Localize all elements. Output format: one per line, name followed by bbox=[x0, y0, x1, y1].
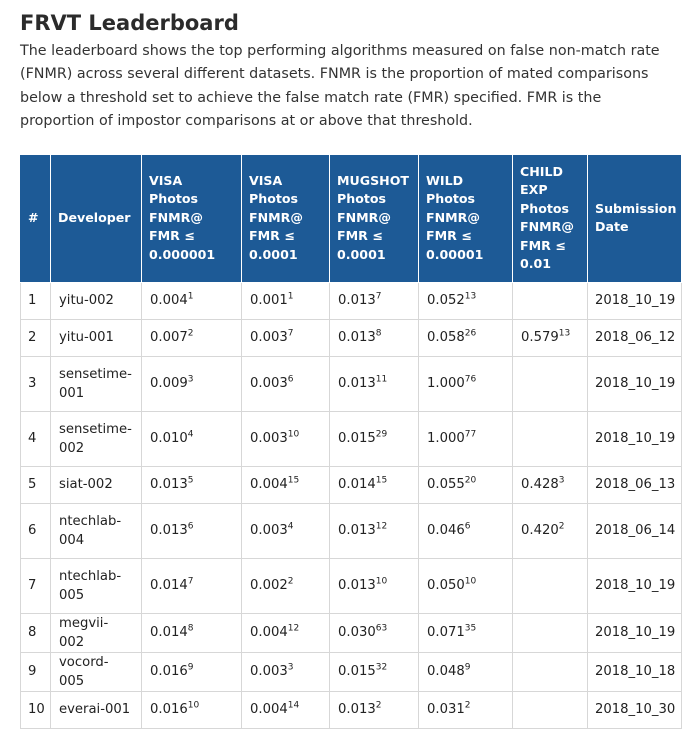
cell-visa-1e-4-value: 0.003 bbox=[250, 664, 288, 680]
cell-mugshot-value: 0.014 bbox=[338, 477, 376, 493]
header-line: 0.000001 bbox=[149, 246, 216, 262]
cell-visa-1e-6-rank: 9 bbox=[187, 662, 194, 673]
header-wild bbox=[419, 154, 513, 282]
cell-submission-date: 2018_06_12 bbox=[588, 319, 682, 356]
developer-name-line: sensetime- bbox=[59, 366, 132, 382]
cell-wild-value: 0.050 bbox=[427, 578, 465, 594]
header-rank bbox=[21, 154, 51, 282]
cell-visa-1e-4-rank: 4 bbox=[287, 521, 294, 532]
cell-submission-date: 2018_10_19 bbox=[588, 558, 682, 613]
cell-submission-date: 2018_10_19 bbox=[588, 613, 682, 652]
cell-child-exp bbox=[513, 613, 588, 652]
cell-visa-1e-6-rank: 6 bbox=[187, 521, 194, 532]
header-submission-date bbox=[588, 154, 682, 282]
cell-visa-1e-6-value: 0.016 bbox=[150, 702, 188, 718]
cell-wild bbox=[419, 356, 513, 411]
cell-wild bbox=[419, 319, 513, 356]
cell-visa-1e-4-value: 0.004 bbox=[250, 625, 288, 641]
header-line: VISA bbox=[249, 172, 283, 188]
cell-mugshot bbox=[330, 319, 419, 356]
cell-mugshot-value: 0.013 bbox=[338, 523, 376, 539]
cell-mugshot bbox=[330, 691, 419, 728]
cell-wild-value: 0.048 bbox=[427, 664, 465, 680]
intro-paragraph: The leaderboard shows the top performing algorithms measured on false non-match rate (FNMR) across several different datasets. FNMR is the proportion of mated comparisons below a threshold set to achieve the false match rate (FMR) specified. FMR is the proportion of impostor comparisons at or above that threshold. bbox=[20, 43, 660, 130]
developer-name-line: siat-002 bbox=[59, 477, 113, 493]
cell-wild-rank: 77 bbox=[464, 429, 477, 440]
cell-mugshot bbox=[330, 503, 419, 558]
header-line: Submission bbox=[595, 200, 677, 216]
cell-child-exp-rank: 13 bbox=[558, 328, 571, 339]
cell-visa-1e-4-value: 0.003 bbox=[250, 523, 288, 539]
header-developer bbox=[51, 154, 142, 282]
cell-visa-1e-6-value: 0.009 bbox=[150, 376, 188, 392]
header-line: FNMR@ bbox=[249, 209, 303, 225]
cell-wild bbox=[419, 691, 513, 728]
cell-wild bbox=[419, 613, 513, 652]
cell-wild bbox=[419, 652, 513, 691]
cell-mugshot-rank: 12 bbox=[375, 521, 388, 532]
cell-visa-1e-6-value: 0.004 bbox=[150, 293, 188, 309]
cell-mugshot bbox=[330, 282, 419, 319]
cell-visa-1e-6-value: 0.013 bbox=[150, 523, 188, 539]
cell-wild bbox=[419, 466, 513, 503]
developer-name-line: 002 bbox=[59, 440, 85, 456]
cell-rank: 9 bbox=[21, 652, 51, 691]
developer-name-line: vocord-005 bbox=[59, 654, 109, 689]
cell-wild bbox=[419, 503, 513, 558]
cell-child-exp bbox=[513, 466, 588, 503]
cell-visa-1e-6-rank: 5 bbox=[187, 475, 194, 486]
cell-visa-1e-4-rank: 1 bbox=[287, 291, 294, 302]
cell-visa-1e-4-rank: 3 bbox=[287, 662, 294, 673]
header-line: FMR ≤ bbox=[249, 228, 295, 244]
cell-wild-value: 0.058 bbox=[427, 330, 465, 346]
cell-visa-1e-6-value: 0.016 bbox=[150, 664, 188, 680]
header-line: Photos bbox=[337, 191, 387, 207]
cell-visa-1e-6 bbox=[142, 319, 242, 356]
cell-submission-date: 2018_10_18 bbox=[588, 652, 682, 691]
cell-rank: 10 bbox=[21, 691, 51, 728]
cell-wild-value: 1.000 bbox=[427, 431, 465, 447]
cell-child-exp bbox=[513, 282, 588, 319]
cell-child-exp bbox=[513, 356, 588, 411]
cell-visa-1e-4-value: 0.003 bbox=[250, 376, 288, 392]
cell-wild-value: 0.071 bbox=[427, 625, 465, 641]
cell-visa-1e-4-value: 0.004 bbox=[250, 477, 288, 493]
cell-wild-rank: 2 bbox=[464, 700, 471, 711]
cell-mugshot-rank: 2 bbox=[375, 700, 382, 711]
cell-mugshot-rank: 32 bbox=[375, 662, 388, 673]
header-line: 0.01 bbox=[520, 256, 552, 272]
cell-visa-1e-6 bbox=[142, 652, 242, 691]
cell-mugshot-value: 0.013 bbox=[338, 702, 376, 718]
developer-name-line: 001 bbox=[59, 385, 85, 401]
cell-visa-1e-6 bbox=[142, 466, 242, 503]
cell-mugshot-rank: 15 bbox=[375, 475, 388, 486]
cell-visa-1e-6-rank: 8 bbox=[187, 623, 194, 634]
table-row bbox=[21, 691, 682, 728]
cell-visa-1e-4 bbox=[242, 613, 330, 652]
cell-developer bbox=[51, 613, 142, 652]
table-row bbox=[21, 282, 682, 319]
cell-visa-1e-4 bbox=[242, 282, 330, 319]
cell-wild-rank: 9 bbox=[464, 662, 471, 673]
cell-rank: 6 bbox=[21, 503, 51, 558]
cell-visa-1e-6-rank: 1 bbox=[187, 291, 194, 302]
cell-submission-date: 2018_10_19 bbox=[588, 356, 682, 411]
cell-developer bbox=[51, 503, 142, 558]
header-line: 0.0001 bbox=[337, 246, 386, 262]
cell-mugshot-rank: 11 bbox=[375, 374, 388, 385]
cell-wild-rank: 20 bbox=[464, 475, 477, 486]
cell-visa-1e-6 bbox=[142, 282, 242, 319]
cell-mugshot-value: 0.013 bbox=[338, 376, 376, 392]
cell-mugshot bbox=[330, 613, 419, 652]
cell-child-exp-rank: 2 bbox=[558, 521, 565, 532]
cell-visa-1e-6-rank: 7 bbox=[187, 576, 194, 587]
cell-rank: 5 bbox=[21, 466, 51, 503]
cell-visa-1e-4-rank: 10 bbox=[287, 429, 300, 440]
cell-mugshot-value: 0.013 bbox=[338, 293, 376, 309]
cell-visa-1e-4-rank: 6 bbox=[287, 374, 294, 385]
cell-developer bbox=[51, 466, 142, 503]
cell-visa-1e-6 bbox=[142, 558, 242, 613]
cell-visa-1e-6-value: 0.014 bbox=[150, 625, 188, 641]
header-row bbox=[21, 154, 682, 282]
header-line: FMR ≤ bbox=[426, 228, 472, 244]
cell-rank: 7 bbox=[21, 558, 51, 613]
header-line: VISA bbox=[149, 172, 183, 188]
cell-rank: 3 bbox=[21, 356, 51, 411]
cell-wild-rank: 76 bbox=[464, 374, 477, 385]
cell-submission-date: 2018_06_14 bbox=[588, 503, 682, 558]
table-row bbox=[21, 411, 682, 466]
cell-visa-1e-6-value: 0.010 bbox=[150, 431, 188, 447]
cell-mugshot-value: 0.015 bbox=[338, 664, 376, 680]
cell-wild-rank: 10 bbox=[464, 576, 477, 587]
header-line: FNMR@ bbox=[426, 209, 480, 225]
cell-visa-1e-6 bbox=[142, 503, 242, 558]
header-line: Date bbox=[595, 219, 629, 235]
header-line: FMR ≤ bbox=[520, 237, 566, 253]
header-line: Photos bbox=[149, 191, 199, 207]
cell-developer bbox=[51, 691, 142, 728]
cell-visa-1e-6 bbox=[142, 691, 242, 728]
developer-name-line: sensetime- bbox=[59, 421, 132, 437]
cell-rank: 1 bbox=[21, 282, 51, 319]
cell-wild-value: 0.046 bbox=[427, 523, 465, 539]
cell-child-exp-rank: 3 bbox=[558, 475, 565, 486]
table-row bbox=[21, 319, 682, 356]
cell-child-exp bbox=[513, 411, 588, 466]
cell-wild bbox=[419, 282, 513, 319]
header-line: FMR ≤ bbox=[149, 228, 195, 244]
cell-rank: 8 bbox=[21, 613, 51, 652]
cell-child-exp bbox=[513, 503, 588, 558]
cell-visa-1e-4 bbox=[242, 691, 330, 728]
cell-visa-1e-6-rank: 3 bbox=[187, 374, 194, 385]
header-child-exp bbox=[513, 154, 588, 282]
header-line: WILD bbox=[426, 172, 464, 188]
cell-child-exp bbox=[513, 691, 588, 728]
header-line: FNMR@ bbox=[520, 219, 574, 235]
header-line: # bbox=[28, 209, 39, 225]
cell-rank: 4 bbox=[21, 411, 51, 466]
cell-submission-date: 2018_10_30 bbox=[588, 691, 682, 728]
cell-visa-1e-4 bbox=[242, 356, 330, 411]
cell-wild-value: 1.000 bbox=[427, 376, 465, 392]
header-line: 0.0001 bbox=[249, 246, 298, 262]
cell-visa-1e-4-value: 0.004 bbox=[250, 702, 288, 718]
cell-wild bbox=[419, 558, 513, 613]
cell-mugshot bbox=[330, 558, 419, 613]
header-line: FNMR@ bbox=[149, 209, 203, 225]
cell-mugshot bbox=[330, 356, 419, 411]
table-row bbox=[21, 356, 682, 411]
cell-wild-rank: 26 bbox=[464, 328, 477, 339]
cell-mugshot-rank: 63 bbox=[375, 623, 388, 634]
table-row bbox=[21, 558, 682, 613]
cell-developer bbox=[51, 282, 142, 319]
cell-child-exp bbox=[513, 652, 588, 691]
cell-wild-value: 0.055 bbox=[427, 477, 465, 493]
cell-visa-1e-4 bbox=[242, 652, 330, 691]
page-title: FRVT Leaderboard bbox=[20, 11, 239, 35]
developer-name-line: 005 bbox=[59, 587, 85, 603]
cell-wild-value: 0.052 bbox=[427, 293, 465, 309]
cell-visa-1e-4 bbox=[242, 503, 330, 558]
cell-mugshot-rank: 10 bbox=[375, 576, 388, 587]
cell-developer bbox=[51, 652, 142, 691]
cell-visa-1e-4-value: 0.003 bbox=[250, 330, 288, 346]
cell-mugshot-value: 0.015 bbox=[338, 431, 376, 447]
cell-submission-date: 2018_10_19 bbox=[588, 411, 682, 466]
cell-developer bbox=[51, 558, 142, 613]
cell-mugshot-value: 0.013 bbox=[338, 330, 376, 346]
cell-visa-1e-6-rank: 10 bbox=[187, 700, 200, 711]
cell-rank: 2 bbox=[21, 319, 51, 356]
cell-visa-1e-4-rank: 15 bbox=[287, 475, 300, 486]
cell-visa-1e-6 bbox=[142, 613, 242, 652]
cell-child-exp-value: 0.428 bbox=[521, 477, 559, 493]
cell-visa-1e-6 bbox=[142, 411, 242, 466]
cell-developer bbox=[51, 319, 142, 356]
header-line: Developer bbox=[58, 209, 131, 225]
table-body bbox=[21, 282, 682, 728]
header-line: EXP bbox=[520, 182, 548, 198]
cell-wild-rank: 35 bbox=[464, 623, 477, 634]
developer-name-line: everai-001 bbox=[59, 702, 131, 718]
cell-submission-date: 2018_06_13 bbox=[588, 466, 682, 503]
developer-name-line: ntechlab- bbox=[59, 513, 122, 529]
cell-mugshot-value: 0.013 bbox=[338, 578, 376, 594]
cell-visa-1e-6 bbox=[142, 356, 242, 411]
cell-visa-1e-4-rank: 12 bbox=[287, 623, 300, 634]
cell-wild bbox=[419, 411, 513, 466]
cell-child-exp bbox=[513, 319, 588, 356]
cell-visa-1e-4 bbox=[242, 558, 330, 613]
cell-mugshot-rank: 8 bbox=[375, 328, 382, 339]
table-header bbox=[21, 154, 682, 282]
cell-wild-rank: 6 bbox=[464, 521, 471, 532]
cell-developer bbox=[51, 356, 142, 411]
cell-visa-1e-4-value: 0.001 bbox=[250, 293, 288, 309]
leaderboard-table bbox=[20, 154, 682, 729]
header-line: MUGSHOT bbox=[337, 172, 410, 188]
cell-visa-1e-6-rank: 2 bbox=[187, 328, 194, 339]
header-line: FNMR@ bbox=[337, 209, 391, 225]
cell-submission-date: 2018_10_19 bbox=[588, 282, 682, 319]
cell-child-exp-value: 0.579 bbox=[521, 330, 559, 346]
header-line: CHILD bbox=[520, 163, 563, 179]
header-line: 0.00001 bbox=[426, 246, 484, 262]
developer-name-line: 004 bbox=[59, 532, 85, 548]
cell-visa-1e-6-value: 0.013 bbox=[150, 477, 188, 493]
header-mugshot bbox=[330, 154, 419, 282]
cell-visa-1e-6-value: 0.014 bbox=[150, 578, 188, 594]
cell-visa-1e-4-rank: 14 bbox=[287, 700, 300, 711]
cell-mugshot bbox=[330, 411, 419, 466]
header-visa-1e-6 bbox=[142, 154, 242, 282]
developer-name-line: megvii-002 bbox=[59, 615, 109, 650]
cell-developer bbox=[51, 411, 142, 466]
cell-child-exp-value: 0.420 bbox=[521, 523, 559, 539]
cell-visa-1e-4 bbox=[242, 411, 330, 466]
table-row bbox=[21, 613, 682, 652]
cell-wild-rank: 13 bbox=[464, 291, 477, 302]
cell-visa-1e-6-value: 0.007 bbox=[150, 330, 188, 346]
header-visa-1e-4 bbox=[242, 154, 330, 282]
cell-mugshot-value: 0.030 bbox=[338, 625, 376, 641]
cell-visa-1e-4-rank: 2 bbox=[287, 576, 294, 587]
cell-child-exp bbox=[513, 558, 588, 613]
cell-mugshot-rank: 7 bbox=[375, 291, 382, 302]
table-row bbox=[21, 503, 682, 558]
cell-visa-1e-4 bbox=[242, 466, 330, 503]
cell-mugshot-rank: 29 bbox=[375, 429, 388, 440]
header-line: FMR ≤ bbox=[337, 228, 383, 244]
cell-visa-1e-4-value: 0.002 bbox=[250, 578, 288, 594]
header-line: Photos bbox=[520, 200, 570, 216]
cell-wild-value: 0.031 bbox=[427, 702, 465, 718]
developer-name-line: yitu-001 bbox=[59, 330, 114, 346]
cell-mugshot bbox=[330, 652, 419, 691]
cell-visa-1e-4-value: 0.003 bbox=[250, 431, 288, 447]
cell-visa-1e-4-rank: 7 bbox=[287, 328, 294, 339]
cell-visa-1e-4 bbox=[242, 319, 330, 356]
header-line: Photos bbox=[249, 191, 299, 207]
header-line: Photos bbox=[426, 191, 476, 207]
developer-name-line: ntechlab- bbox=[59, 568, 122, 584]
table-row bbox=[21, 652, 682, 691]
cell-mugshot bbox=[330, 466, 419, 503]
developer-name-line: yitu-002 bbox=[59, 293, 114, 309]
table-row bbox=[21, 466, 682, 503]
cell-visa-1e-6-rank: 4 bbox=[187, 429, 194, 440]
